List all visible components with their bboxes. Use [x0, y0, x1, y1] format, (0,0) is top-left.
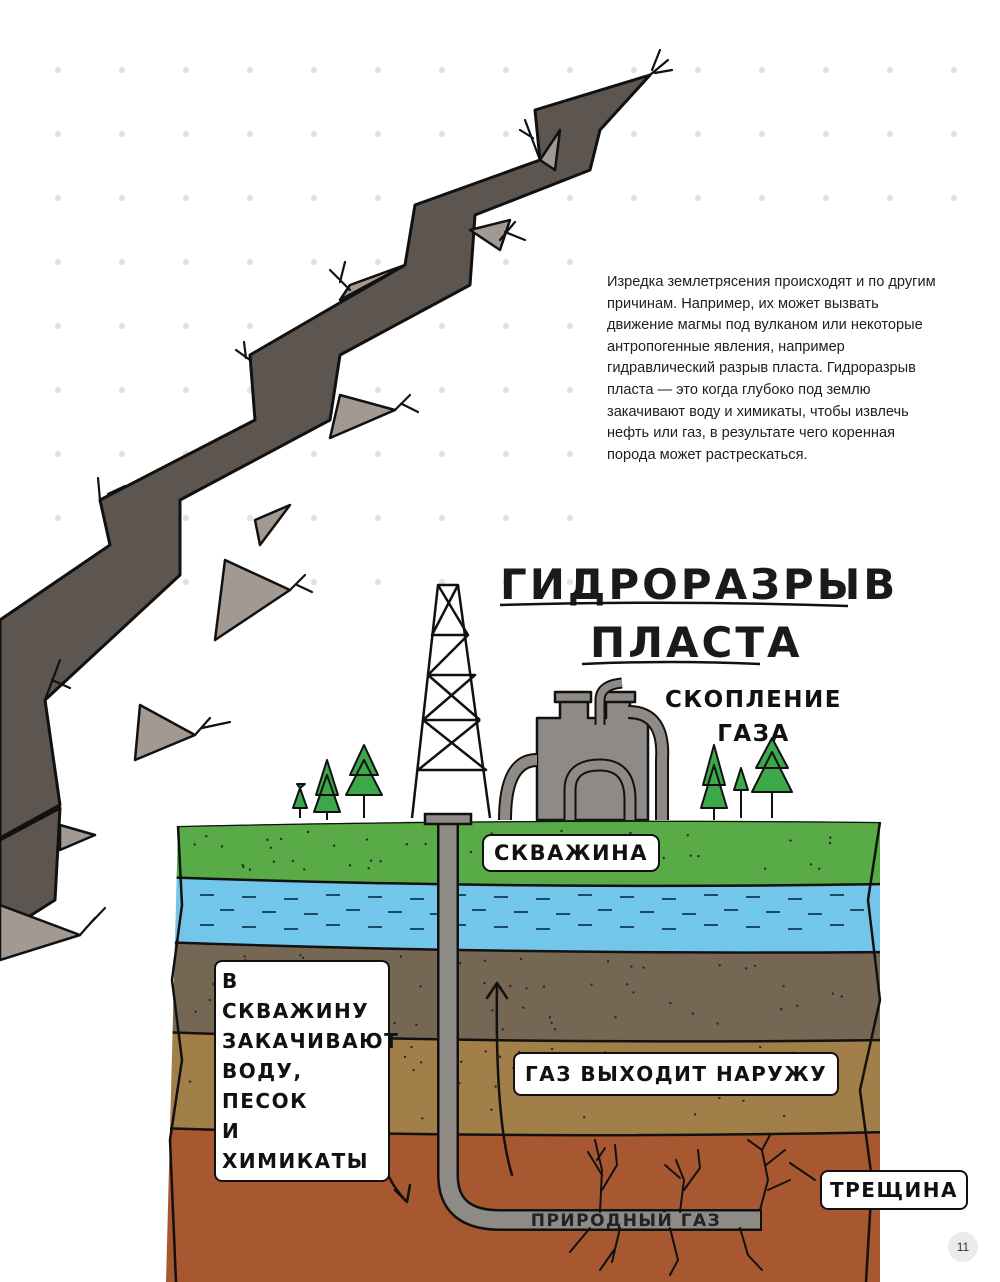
grid-dot	[55, 323, 61, 329]
soil-speck	[832, 992, 834, 994]
soil-speck	[796, 1005, 798, 1007]
soil-speck	[780, 1008, 782, 1010]
soil-speck	[406, 843, 408, 845]
tree	[734, 768, 748, 818]
grid-dot	[247, 323, 253, 329]
grid-dot	[631, 67, 637, 73]
soil-speck	[829, 836, 831, 838]
soil-speck	[484, 1050, 486, 1052]
soil-speck	[614, 1016, 616, 1018]
grid-dot	[631, 131, 637, 137]
soil-speck	[393, 1022, 395, 1024]
soil-speck	[669, 1002, 671, 1004]
grid-dot	[183, 579, 189, 585]
soil-speck	[303, 868, 305, 870]
soil-speck	[249, 868, 251, 870]
injection-label-line3: ВОДУ, ПЕСОК	[222, 1059, 308, 1113]
injection-label-line1: В СКВАЖИНУ	[222, 969, 370, 1023]
grid-dot	[55, 131, 61, 137]
soil-speck	[554, 1028, 556, 1030]
diagram-title-line1: ГИДРОРАЗРЫВ	[500, 560, 899, 609]
grid-dot	[439, 387, 445, 393]
soil-speck	[759, 1046, 761, 1048]
grid-dot	[119, 323, 125, 329]
soil-speck	[663, 857, 665, 859]
injection-label	[214, 960, 400, 1182]
grid-dot	[503, 323, 509, 329]
tree	[346, 745, 382, 818]
soil-speck	[632, 991, 634, 993]
grid-dot	[55, 195, 61, 201]
grid-dot	[503, 451, 509, 457]
grid-dot	[55, 515, 61, 521]
drilling-rig	[412, 585, 490, 818]
soil-speck	[419, 985, 421, 987]
soil-speck	[549, 1016, 551, 1018]
grid-dot	[823, 67, 829, 73]
soil-speck	[470, 851, 472, 853]
soil-speck	[742, 1100, 744, 1102]
grid-dot	[183, 131, 189, 137]
soil-speck	[829, 842, 831, 844]
soil-speck	[754, 965, 756, 967]
soil-speck	[697, 855, 699, 857]
grid-dot	[375, 387, 381, 393]
soil-speck	[818, 868, 820, 870]
soil-speck	[692, 1012, 694, 1014]
soil-speck	[590, 983, 592, 985]
soil-speck	[764, 868, 766, 870]
grid-dot	[183, 259, 189, 265]
soil-speck	[244, 955, 246, 957]
soil-speck	[460, 1061, 462, 1063]
grid-dot	[311, 195, 317, 201]
grid-dot	[55, 67, 61, 73]
soil-speck	[273, 861, 275, 863]
soil-speck	[242, 866, 244, 868]
soil-speck	[299, 954, 301, 956]
soil-speck	[642, 966, 644, 968]
injection-label-line2: ЗАКАЧИВАЮТ	[222, 1029, 400, 1053]
grid-dot	[567, 387, 573, 393]
soil-speck	[292, 860, 294, 862]
soil-speck	[491, 1009, 493, 1011]
grid-dot	[567, 195, 573, 201]
grid-dot	[503, 515, 509, 521]
soil-speck	[366, 838, 368, 840]
grid-dot	[503, 387, 509, 393]
grid-dot	[567, 259, 573, 265]
grid-dot	[119, 131, 125, 137]
soil-speck	[716, 1022, 718, 1024]
soil-speck	[483, 982, 485, 984]
grid-dot	[759, 131, 765, 137]
soil-speck	[280, 838, 282, 840]
soil-speck	[509, 985, 511, 987]
grid-dot	[55, 259, 61, 265]
grid-dot	[311, 131, 317, 137]
grid-dot	[695, 131, 701, 137]
grid-dot	[375, 195, 381, 201]
soil-speck	[420, 1061, 422, 1063]
well-label: СКВАЖИНА	[482, 834, 660, 872]
grid-dot	[887, 67, 893, 73]
grid-dot	[887, 131, 893, 137]
grid-dot	[503, 131, 509, 137]
grid-dot	[311, 451, 317, 457]
grid-dot	[439, 451, 445, 457]
crack-label: ТРЕЩИНА	[820, 1170, 968, 1210]
grid-dot	[55, 451, 61, 457]
soil-speck	[349, 864, 351, 866]
grid-dot	[311, 515, 317, 521]
soil-speck	[421, 1117, 423, 1119]
rig-frame	[412, 585, 490, 818]
grid-dot	[887, 195, 893, 201]
grid-dot	[951, 67, 957, 73]
soil-speck	[789, 839, 791, 841]
grid-dot	[375, 451, 381, 457]
grid-dot	[375, 515, 381, 521]
soil-speck	[543, 985, 545, 987]
grid-dot	[631, 195, 637, 201]
soil-speck	[630, 965, 632, 967]
soil-speck	[522, 1007, 524, 1009]
soil-speck	[626, 983, 628, 985]
soil-speck	[189, 1080, 191, 1082]
natural-gas-label: ПРИРОДНЫЙ ГАЗ	[530, 1211, 722, 1231]
soil-speck	[502, 1028, 504, 1030]
soil-speck	[560, 830, 562, 832]
grid-dot	[183, 387, 189, 393]
grid-dot	[567, 67, 573, 73]
grid-dot	[439, 67, 445, 73]
soil-speck	[370, 859, 372, 861]
grid-dot	[183, 515, 189, 521]
soil-speck	[333, 845, 335, 847]
grid-dot	[375, 579, 381, 585]
soil-speck	[424, 843, 426, 845]
soil-speck	[459, 962, 461, 964]
tree	[701, 745, 727, 820]
gas-accumulation-label-line1: СКОПЛЕНИЕ	[665, 687, 843, 713]
grid-dot	[247, 131, 253, 137]
grid-dot	[119, 451, 125, 457]
soil-speck	[745, 967, 747, 969]
grid-dot	[567, 451, 573, 457]
grid-dot	[439, 515, 445, 521]
grid-dot	[247, 515, 253, 521]
soil-speck	[782, 985, 784, 987]
grid-dot	[567, 515, 573, 521]
soil-speck	[205, 835, 207, 837]
soil-speck	[520, 958, 522, 960]
soil-speck	[484, 959, 486, 961]
grid-dot	[375, 131, 381, 137]
injection-label-line4: И ХИМИКАТЫ	[222, 1119, 369, 1173]
grid-dot	[183, 195, 189, 201]
soil-speck	[302, 957, 304, 959]
soil-speck	[494, 1085, 496, 1087]
grid-dot	[247, 259, 253, 265]
soil-speck	[400, 955, 402, 957]
soil-speck	[718, 964, 720, 966]
grid-dot	[567, 323, 573, 329]
grid-dot	[183, 67, 189, 73]
soil-speck	[810, 863, 812, 865]
grid-dot	[183, 323, 189, 329]
grid-dot	[823, 131, 829, 137]
soil-speck	[193, 843, 195, 845]
grid-dot	[823, 195, 829, 201]
gas-plant	[505, 683, 662, 820]
grid-dot	[311, 259, 317, 265]
gas-out-label: ГАЗ ВЫХОДИТ НАРУЖУ	[513, 1052, 839, 1096]
grid-dot	[375, 67, 381, 73]
tree	[293, 784, 307, 818]
grid-dot	[439, 131, 445, 137]
grid-dot	[119, 67, 125, 73]
gas-accumulation-label	[665, 683, 842, 751]
soil-speck	[583, 1116, 585, 1118]
grid-dot	[311, 579, 317, 585]
soil-speck	[379, 860, 381, 862]
soil-speck	[499, 1056, 501, 1058]
diagram-title-line2: ПЛАСТА	[590, 618, 803, 667]
soil-speck	[307, 831, 309, 833]
soil-speck	[490, 1109, 492, 1111]
grid-dot	[311, 67, 317, 73]
soil-speck	[410, 1046, 412, 1048]
grid-dot	[503, 67, 509, 73]
soil-speck	[718, 1097, 720, 1099]
soil-speck	[783, 1115, 785, 1117]
soil-speck	[690, 854, 692, 856]
soil-speck	[687, 834, 689, 836]
soil-speck	[551, 1048, 553, 1050]
soil-speck	[368, 867, 370, 869]
soil-speck	[415, 1024, 417, 1026]
water-layer	[160, 875, 890, 953]
grid-dot	[375, 259, 381, 265]
grid-dot	[247, 67, 253, 73]
grid-dot	[951, 195, 957, 201]
grid-dot	[439, 323, 445, 329]
chimney-1	[555, 692, 591, 702]
soil-speck	[841, 995, 843, 997]
soil-speck	[266, 839, 268, 841]
soil-speck	[412, 1069, 414, 1071]
soil-speck	[694, 1113, 696, 1115]
soil-speck	[221, 845, 223, 847]
grid-dot	[695, 67, 701, 73]
grid-dot	[119, 259, 125, 265]
grid-dot	[695, 195, 701, 201]
grid-dot	[247, 195, 253, 201]
wellhead	[425, 814, 471, 824]
soil-speck	[404, 1056, 406, 1058]
grid-dot	[503, 259, 509, 265]
grid-dot	[55, 387, 61, 393]
soil-speck	[607, 960, 609, 962]
soil-speck	[194, 1011, 196, 1013]
soil-speck	[270, 847, 272, 849]
grid-dot	[119, 195, 125, 201]
grid-dot	[951, 131, 957, 137]
grid-dot	[759, 195, 765, 201]
soil-speck	[525, 987, 527, 989]
tree	[314, 760, 340, 820]
grid-dot	[119, 387, 125, 393]
soil-speck	[209, 999, 211, 1001]
body-paragraph: Изредка землетрясения происходят и по другим причинам. Например, их может вызвать движение магмы под вулканом или некоторые антропогенные явления, например гидравлический разрыв пласта. Гидроразрыв пласта — это когда глубоко под землю закачивают воду и химикаты, чтобы извлечь нефть или газ, в результате чего коренная порода может растрескаться.	[607, 274, 936, 463]
gas-accumulation-label-line2: ГАЗА	[717, 721, 790, 747]
page-number: 11	[948, 1232, 978, 1262]
soil-speck	[551, 1022, 553, 1024]
grid-dot	[759, 67, 765, 73]
